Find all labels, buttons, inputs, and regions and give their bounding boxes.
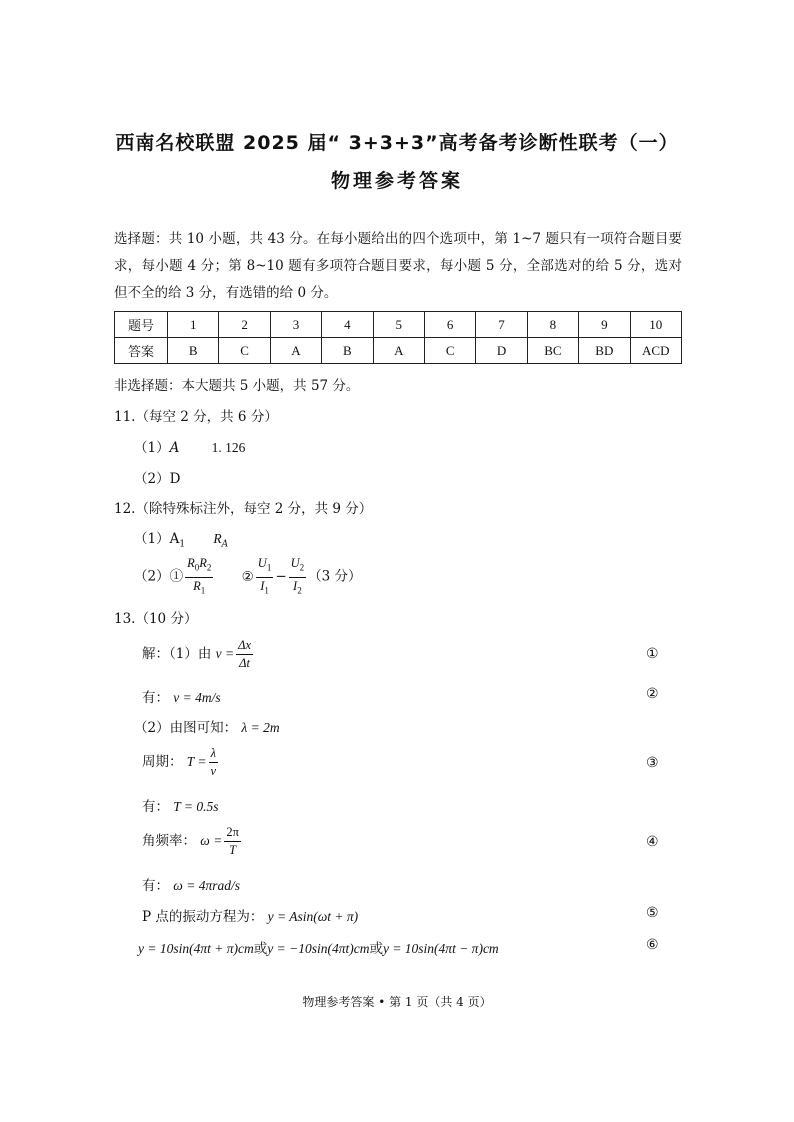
table-cell: B xyxy=(322,338,373,364)
mark-5: ⑤ xyxy=(646,905,659,921)
q12-part2-label: （2）① xyxy=(134,568,184,585)
title-line-2: 物理参考答案 xyxy=(330,170,463,192)
table-cell: 4 xyxy=(322,312,373,338)
table-cell: C xyxy=(424,338,475,364)
table-cell: 6 xyxy=(424,312,475,338)
table-cell: BD xyxy=(579,338,630,364)
answer-table xyxy=(114,311,682,364)
table-cell: 9 xyxy=(579,312,630,338)
table-row-answers xyxy=(115,338,682,364)
q12-part1: $(1)A_1$ $R_A$ xyxy=(134,531,229,550)
table-cell: C xyxy=(219,338,270,364)
q13-line2: 有： v = 4m/s xyxy=(142,690,221,706)
table-cell: A xyxy=(373,338,424,364)
q12-part1-var: R xyxy=(213,531,222,546)
title-line-1: 西南名校联盟 2025 届“ 3+3+3”高考备考诊断性联考（一） xyxy=(115,132,679,154)
q11-part2: （2）D xyxy=(134,471,181,487)
q13-heading: 13.（10 分） xyxy=(114,611,198,627)
mark-1: ① xyxy=(646,646,659,662)
mark-3: ③ xyxy=(646,755,659,771)
table-cell: BC xyxy=(527,338,578,364)
q13-line5: 有： T = 0.5s xyxy=(142,799,219,815)
table-cell: 10 xyxy=(630,312,681,338)
mark-6: ⑥ xyxy=(646,937,659,953)
q13-line9: y = 10sin(4πt + π)cm或y = −10sin(4πt)cm或y = 10sin(4πt − π)cm xyxy=(138,941,499,957)
table-cell: 3 xyxy=(270,312,321,338)
table-cell: 2 xyxy=(219,312,270,338)
q13-line8: P 点的振动方程为： y = Asin(ωt + π) xyxy=(142,909,359,925)
q12-part2-second: ② xyxy=(241,568,254,585)
table-row-numbers xyxy=(115,312,682,338)
q13-line1: 解：（1）由 v = $\frac{\Delta x}{\Delta t}$ xyxy=(142,638,252,670)
table-cell: 7 xyxy=(476,312,527,338)
q13-line3: （2）由图可知： λ = 2m xyxy=(134,720,280,736)
choice-intro: 选择题：共 10 小题，共 43 分。在每小题给出的四个选项中，第 1~7 题只有一项符合题目要求，每小题 4 分；第 8~10 题有多项符合题目要求，每小题 5 分，全部选对的给 5 分，选对但不全的给 3 分，有选错的给 0 分。 xyxy=(114,231,682,301)
q13-line6: 角频率： ω = $\frac{2\pi}{T}$ xyxy=(142,825,239,857)
q12-points: （3 分） xyxy=(308,568,362,585)
table-cell: B xyxy=(168,338,219,364)
q13-line7: 有： ω = 4πrad/s xyxy=(142,878,240,894)
q11-part1-label: （1） xyxy=(134,440,170,456)
q11-heading: 11.（每空 2 分，共 6 分） xyxy=(114,409,278,425)
table-cell: D xyxy=(476,338,527,364)
table-cell: ACD xyxy=(630,338,681,364)
q12-frac-r: $\frac{R_0R_2}{R_1}$ xyxy=(187,556,212,595)
table-cell: A xyxy=(270,338,321,364)
q12-frac-u1: $\frac{U_1}{I_1}$ xyxy=(257,556,272,595)
q12-part2: （2）① $\frac{R_0R_2}{R_1}$ ② $\frac{U_1}{I_1}$ − $\frac{U_2}{I_2}$ （3 分） xyxy=(134,555,362,599)
table-header-number: 题号 xyxy=(115,312,168,338)
q12-part1-label: （1）A xyxy=(134,531,180,547)
table-cell: 5 xyxy=(373,312,424,338)
q13-line4: 周期： T = $\frac{\lambda}{v}$ xyxy=(142,746,217,778)
q11-part1-var: A xyxy=(169,440,180,456)
table-cell: 8 xyxy=(527,312,578,338)
mark-4: ④ xyxy=(646,834,659,850)
nonchoice-heading: 非选择题：本大题共 5 小题，共 57 分。 xyxy=(114,378,360,394)
q11-part1 xyxy=(134,436,245,456)
table-header-answer: 答案 xyxy=(115,338,168,364)
q12-heading: 12.（除特殊标注外，每空 2 分，共 9 分） xyxy=(114,501,373,517)
mark-2: ② xyxy=(646,686,659,702)
q11-part1-value: 1. 126 xyxy=(211,440,246,455)
page-footer: 物理参考答案 • 第 1 页（共 4 页） xyxy=(302,995,492,1009)
q12-frac-u2: $\frac{U_2}{I_2}$ xyxy=(290,556,305,595)
table-cell: 1 xyxy=(168,312,219,338)
